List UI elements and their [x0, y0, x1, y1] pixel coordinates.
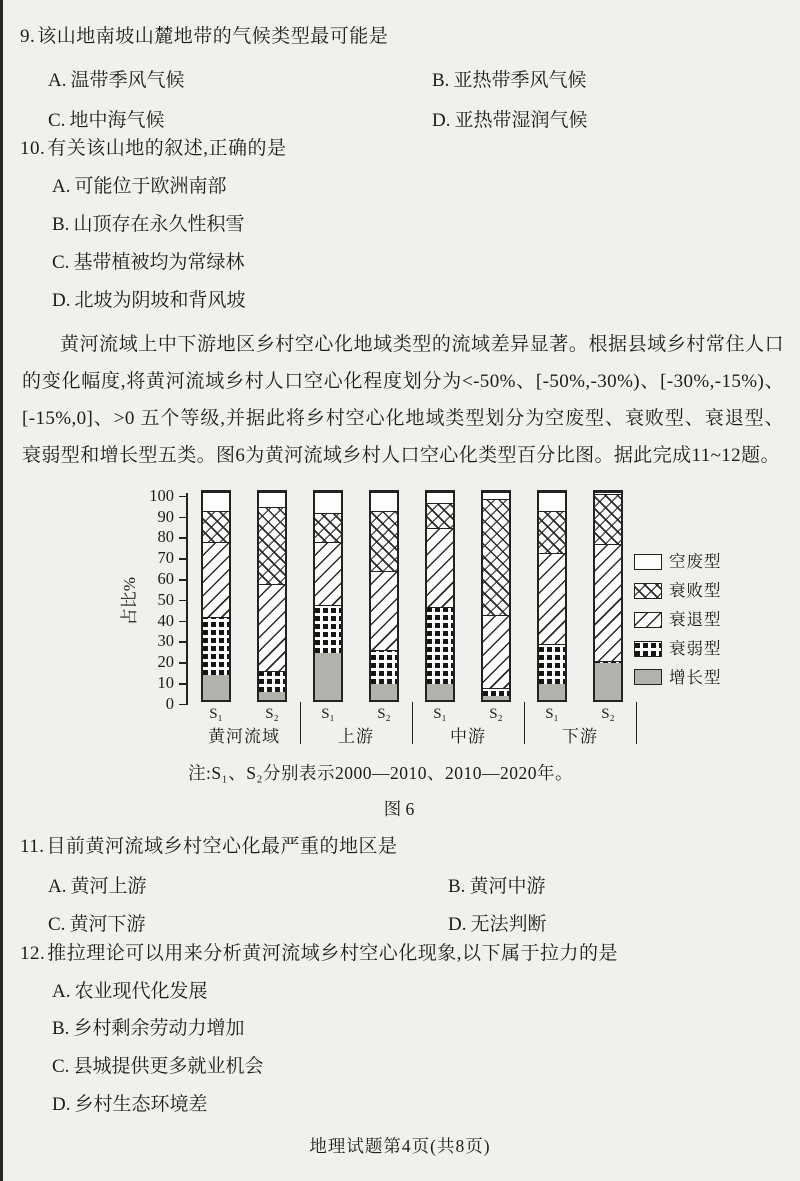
bar-x-label: S₂ — [265, 706, 279, 723]
option-label: A. — [48, 876, 67, 898]
stacked-bar-chart — [116, 485, 788, 751]
bar-column — [481, 490, 511, 727]
bar-group-下游 — [524, 490, 636, 751]
group-label: 下游 — [562, 727, 598, 747]
y-tick-label: 50 — [157, 589, 174, 609]
bar-pair — [201, 490, 287, 727]
group-label: 中游 — [450, 727, 486, 747]
bar-group-上游 — [300, 490, 412, 751]
legend-swatch-vacant — [634, 554, 662, 570]
option-c — [48, 914, 448, 937]
segment-decline — [427, 528, 453, 607]
y-tick-mark — [179, 558, 186, 560]
legend-swatch-decay — [634, 583, 662, 599]
segment-growth — [595, 663, 621, 700]
option-label: D. — [52, 1093, 71, 1115]
scan-edge — [0, 0, 3, 1181]
bar-column — [593, 490, 623, 727]
bar-group-中游 — [412, 490, 524, 751]
y-tick-label: 30 — [157, 631, 174, 651]
option-c — [52, 252, 788, 275]
question-number: 12. — [20, 942, 46, 964]
y-tick-label: 70 — [157, 548, 174, 568]
y-axis-label: 占比% — [119, 577, 139, 626]
bar-group-黄河流域 — [188, 490, 300, 751]
option-text: 无法判断 — [470, 913, 547, 935]
stacked-bar-7 — [537, 490, 567, 702]
legend-swatch-weak — [634, 641, 662, 657]
y-tick-label: 40 — [157, 610, 174, 630]
option-text: 亚热带湿润气候 — [454, 109, 588, 131]
y-tick-label: 80 — [157, 527, 174, 547]
option-c — [48, 110, 432, 133]
option-text: 亚热带季风气候 — [453, 69, 587, 91]
y-tick-mark — [179, 704, 186, 706]
option-label: D. — [52, 289, 71, 311]
option-d — [52, 290, 788, 313]
question-12-options — [20, 981, 788, 1117]
chart-legend — [634, 552, 722, 696]
segment-decline — [371, 571, 397, 650]
segment-decline — [203, 542, 229, 617]
question-9-stem — [20, 26, 788, 49]
legend-item-decline — [634, 610, 722, 630]
y-tick-label: 100 — [149, 485, 174, 505]
y-tick-mark — [179, 517, 186, 519]
y-tick-mark — [179, 641, 186, 643]
question-number: 9. — [20, 26, 36, 47]
bar-x-label: S₁ — [545, 706, 559, 723]
legend-label: 衰退型 — [669, 609, 722, 629]
segment-decay — [595, 494, 621, 544]
segment-weak — [483, 688, 509, 696]
bar-column — [313, 490, 343, 727]
segment-growth — [203, 675, 229, 700]
legend-label: 衰败型 — [669, 581, 722, 601]
question-text: 有关该山地的叙述,正确的是 — [47, 138, 287, 160]
stacked-bar-5 — [425, 490, 455, 702]
stacked-bar-8 — [593, 490, 623, 702]
option-label: B. — [432, 69, 450, 91]
figure-caption: 图 6 — [383, 799, 415, 820]
option-text: 县城提供更多就业机会 — [73, 1056, 264, 1078]
segment-weak — [259, 671, 285, 692]
segment-decay — [427, 503, 453, 528]
legend-item-weak — [634, 639, 722, 659]
stacked-bar-3 — [313, 490, 343, 702]
y-tick-mark — [179, 496, 186, 498]
option-text: 乡村生态环境差 — [74, 1093, 208, 1115]
bar-x-label: S₁ — [433, 706, 447, 723]
y-tick-label: 0 — [165, 693, 174, 713]
legend-label: 增长型 — [669, 667, 722, 687]
y-axis — [142, 485, 188, 713]
question-text: 推拉理论可以用来分析黄河流域乡村空心化现象,以下属于拉力的是 — [47, 942, 619, 964]
passage-text: 黄河流域上中下游地区乡村空心化地域类型的流域差异显著。根据县域乡村常住人口的变化幅度,将黄河流域乡村人口空心化程度划分为<-50%、[-50%,-30%)、[-30%,-15%)、[-15%,0]、>0 五个等级,并据此将乡村空心化地域类型划分为空废型、衰败型、衰退型、衰弱型和增长型五类。图6为黄河流域乡村人口空心化类型百分比图。据此完成11~12题。 — [22, 334, 784, 467]
y-tick-mark — [179, 662, 186, 664]
question-number: 10. — [20, 138, 46, 160]
option-label: A. — [52, 980, 71, 1002]
option-text: 温带季风气候 — [70, 69, 185, 91]
legend-label: 空废型 — [669, 552, 722, 572]
option-text: 北坡为阴坡和背风坡 — [74, 289, 246, 311]
segment-growth — [483, 696, 509, 700]
segment-weak — [371, 650, 397, 683]
question-9-options — [20, 70, 788, 133]
segment-growth — [427, 684, 453, 701]
option-text: 地中海气候 — [69, 109, 165, 131]
option-label: C. — [48, 109, 66, 131]
question-11-options — [20, 876, 788, 937]
legend-item-growth — [634, 668, 722, 688]
legend-swatch-decline — [634, 612, 662, 628]
option-text: 黄河下游 — [69, 913, 146, 935]
bar-x-label: S₂ — [377, 706, 391, 723]
figure-6 — [20, 485, 788, 820]
option-b — [448, 876, 788, 899]
option-d — [432, 110, 788, 133]
y-tick-mark — [179, 621, 186, 623]
segment-decline — [259, 584, 285, 671]
segment-vacant — [259, 492, 285, 507]
bar-x-label: S₁ — [321, 706, 335, 723]
segment-decay — [315, 513, 341, 542]
y-tick-label: 90 — [157, 506, 174, 526]
option-d — [448, 914, 788, 937]
option-text: 山顶存在永久性积雪 — [73, 213, 245, 235]
group-label: 黄河流域 — [208, 727, 280, 747]
segment-decline — [483, 615, 509, 688]
segment-vacant — [371, 492, 397, 511]
segment-decay — [483, 499, 509, 615]
option-label: A. — [48, 69, 67, 91]
y-tick-mark — [179, 537, 186, 539]
stacked-bar-2 — [257, 490, 287, 702]
segment-weak — [315, 605, 341, 653]
option-label: C. — [52, 1056, 70, 1078]
segment-decay — [371, 511, 397, 571]
option-text: 基带植被均为常绿林 — [73, 251, 245, 273]
segment-vacant — [203, 492, 229, 511]
option-b — [52, 1018, 788, 1041]
question-text: 目前黄河流域乡村空心化最严重的地区是 — [46, 836, 398, 858]
question-10-options — [20, 176, 788, 312]
segment-growth — [539, 684, 565, 701]
stacked-bar-4 — [369, 490, 399, 702]
segment-vacant — [427, 492, 453, 502]
option-a — [48, 876, 448, 899]
segment-vacant — [539, 492, 565, 511]
option-d — [52, 1094, 788, 1117]
question-10-stem — [20, 138, 788, 161]
y-tick-mark — [179, 683, 186, 685]
option-label: B. — [52, 213, 70, 235]
question-number: 11. — [20, 836, 45, 858]
group-label: 上游 — [338, 727, 374, 747]
segment-decline — [595, 544, 621, 660]
option-text: 乡村剩余劳动力增加 — [73, 1018, 245, 1040]
legend-label: 衰弱型 — [669, 638, 722, 658]
bar-column — [201, 490, 231, 727]
bar-x-label: S₂ — [489, 706, 503, 723]
segment-decay — [203, 511, 229, 542]
question-12-stem — [20, 943, 788, 966]
option-text: 黄河上游 — [70, 876, 147, 898]
legend-swatch-growth — [634, 669, 662, 685]
option-a — [48, 70, 432, 93]
option-label: A. — [52, 176, 71, 198]
option-label: D. — [448, 913, 467, 935]
option-text: 黄河中游 — [469, 876, 546, 898]
chart-note: 注:S₁、S₂分别表示2000—2010、2010—2020年。 — [188, 763, 574, 784]
question-text: 该山地南坡山麓地带的气候类型最可能是 — [37, 26, 389, 47]
bar-x-label: S₁ — [209, 706, 223, 723]
bar-column — [257, 490, 287, 727]
segment-growth — [371, 684, 397, 701]
bar-pair — [425, 490, 511, 727]
legend-item-vacant — [634, 552, 722, 572]
segment-decline — [539, 553, 565, 645]
option-label: C. — [48, 913, 66, 935]
option-text: 农业现代化发展 — [74, 980, 208, 1002]
segment-weak — [539, 644, 565, 684]
option-c — [52, 1056, 788, 1079]
bar-column — [369, 490, 399, 727]
segment-weak — [427, 607, 453, 684]
stacked-bar-6 — [481, 490, 511, 702]
y-tick-label: 20 — [157, 652, 174, 672]
option-a — [52, 981, 788, 1004]
legend-item-decay — [634, 581, 722, 601]
segment-vacant — [315, 492, 341, 513]
segment-growth — [259, 692, 285, 700]
option-a — [52, 176, 788, 199]
question-11-stem — [20, 836, 788, 859]
option-text: 可能位于欧洲南部 — [74, 176, 227, 198]
option-label: B. — [52, 1018, 70, 1040]
bar-pair — [313, 490, 399, 727]
bar-column — [425, 490, 455, 727]
option-b — [52, 214, 788, 237]
bar-groups — [188, 490, 636, 751]
segment-decay — [539, 511, 565, 553]
y-tick-label: 60 — [157, 569, 174, 589]
option-label: B. — [448, 876, 466, 898]
page-footer: 地理试题第4页(共8页) — [309, 1136, 491, 1156]
stacked-bar-1 — [201, 490, 231, 702]
group-separator — [636, 702, 638, 744]
segment-weak — [203, 617, 229, 675]
option-b — [432, 70, 788, 93]
bar-column — [537, 490, 567, 727]
y-tick-label: 10 — [157, 673, 174, 693]
bar-x-label: S₂ — [601, 706, 615, 723]
option-label: D. — [432, 109, 451, 131]
segment-decay — [259, 507, 285, 584]
segment-decline — [315, 542, 341, 604]
segment-growth — [315, 653, 341, 701]
y-tick-mark — [179, 600, 186, 602]
option-label: C. — [52, 251, 70, 273]
bar-pair — [537, 490, 623, 727]
y-tick-mark — [179, 579, 186, 581]
